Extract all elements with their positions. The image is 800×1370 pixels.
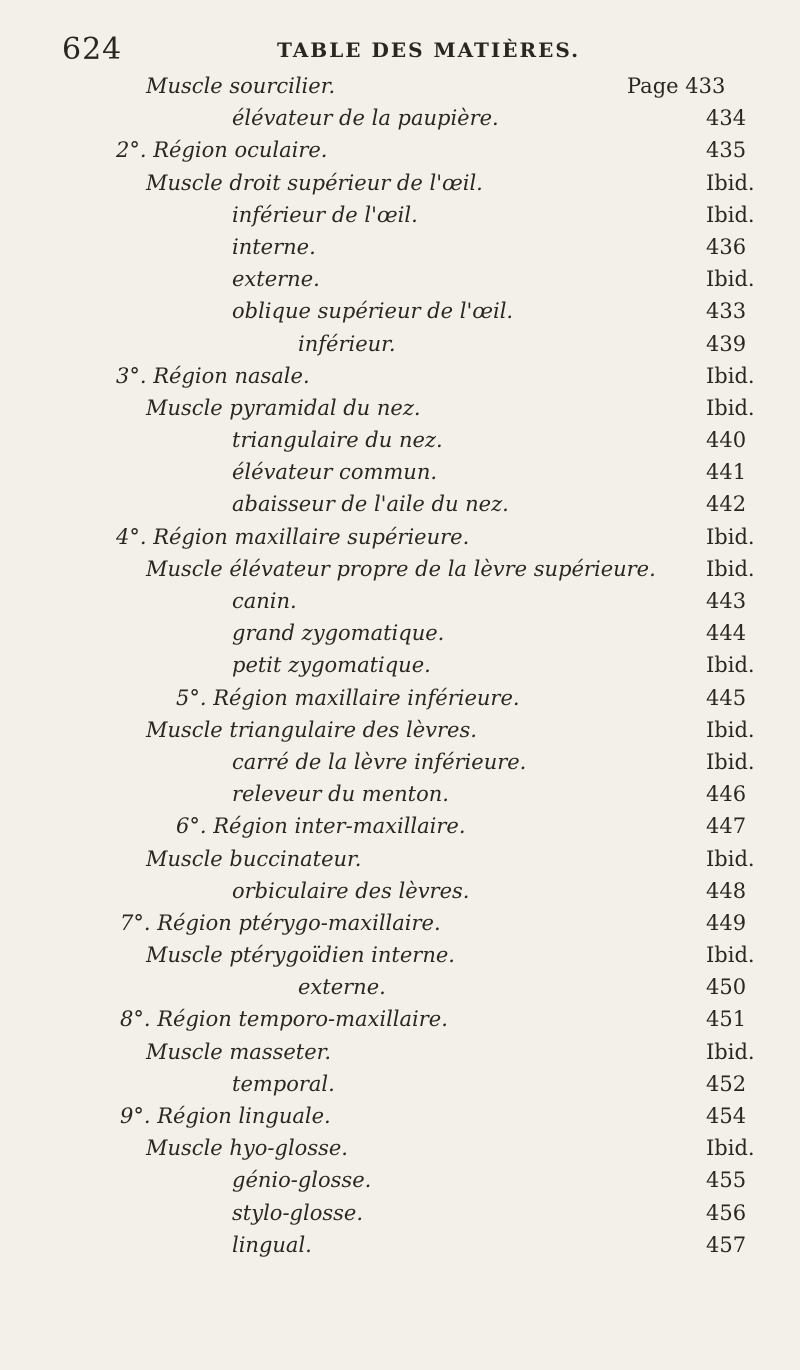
toc-entry: Muscle buccinateur. [146,846,362,871]
toc-page: 441 [706,460,747,485]
toc-entry: grand zygomatique. [232,621,445,646]
toc-row [0,134,800,166]
toc-page: Ibid. [706,267,755,292]
toc-entry: 7°. Région ptérygo-maxillaire. [120,910,441,935]
toc-entry: Muscle élévateur propre de la lèvre supérieure. [146,556,656,581]
toc-page: Ibid. [706,170,755,195]
toc-page: 433 [706,299,747,324]
toc-page: 435 [706,138,747,163]
toc-page: Ibid. [706,717,755,742]
toc-page: 436 [706,234,747,259]
toc-row [0,1197,800,1229]
toc-page: 446 [706,782,747,807]
toc-row [0,585,800,617]
toc-row [0,231,800,263]
toc-row [0,1100,800,1132]
toc-entry: 3°. Région nasale. [116,363,310,388]
toc-entry: 8°. Région temporo-maxillaire. [120,1007,448,1032]
toc-row [0,971,800,1003]
toc-page: 434 [706,106,747,131]
toc-entry: lingual. [232,1232,312,1257]
toc-entry: 2°. Région oculaire. [116,138,328,163]
toc-row [0,167,800,199]
toc-row [0,521,800,553]
toc-page: 450 [706,975,747,1000]
toc-page: Ibid. [706,1136,755,1161]
toc-page: 447 [706,814,747,839]
toc-row [0,1036,800,1068]
toc-row [0,392,800,424]
page-header [62,32,762,72]
toc-row [0,328,800,360]
toc-entry: abaisseur de l'aile du nez. [232,492,509,517]
toc-row [0,424,800,456]
toc-entry: 9°. Région linguale. [120,1104,331,1128]
toc-entry: inférieur de l'œil. [232,202,418,227]
toc-entry: releveur du menton. [232,782,449,807]
toc-entry: Muscle triangulaire des lèvres. [146,717,477,742]
toc-entry: 5°. Région maxillaire inférieure. [176,685,520,710]
toc-entry: 6°. Région inter-maxillaire. [176,814,466,839]
toc-row [0,1229,800,1261]
toc-page: 451 [706,1007,747,1032]
page-number: 624 [62,32,123,67]
toc-entry: stylo-glosse. [232,1200,363,1225]
toc-entry: externe. [232,267,320,292]
toc-entry: Muscle ptérygoïdien interne. [146,943,455,968]
toc-page: Ibid. [706,943,755,968]
table-of-contents [0,70,800,1261]
toc-entry: orbiculaire des lèvres. [232,878,470,903]
toc-page: 454 [706,1104,747,1128]
toc-entry: temporal. [232,1071,335,1096]
toc-page: 443 [706,589,747,613]
toc-row [0,746,800,778]
toc-page: 457 [706,1232,747,1257]
toc-page: Page 433 [627,74,726,98]
toc-row [0,939,800,971]
toc-entry: élévateur commun. [232,460,438,485]
toc-page: Ibid. [706,749,755,774]
toc-page: 452 [706,1071,747,1096]
toc-page: Ibid. [706,846,755,871]
toc-row [0,102,800,134]
toc-page: Ibid. [706,363,755,388]
toc-entry: externe. [298,975,386,1000]
toc-entry: Muscle droit supérieur de l'œil. [146,170,483,195]
toc-row [0,1068,800,1100]
toc-entry: Muscle hyo-glosse. [146,1136,348,1161]
toc-entry: Muscle pyramidal du nez. [146,395,421,420]
toc-row [0,263,800,295]
toc-entry: interne. [232,234,316,259]
toc-row [0,617,800,649]
toc-row [0,488,800,520]
toc-page: 442 [706,492,747,517]
toc-page: 439 [706,331,747,356]
toc-page: 445 [706,685,747,710]
toc-page: 456 [706,1200,747,1225]
toc-entry: Muscle masseter. [146,1039,332,1064]
toc-entry: triangulaire du nez. [232,428,443,453]
toc-row [0,810,800,842]
toc-row [0,714,800,746]
toc-page: 448 [706,878,747,903]
toc-page: Ibid. [706,395,755,420]
toc-page: 449 [706,910,747,935]
toc-row [0,199,800,231]
toc-entry: oblique supérieur de l'œil. [232,299,514,324]
toc-page: Ibid. [706,653,755,678]
toc-row [0,682,800,714]
toc-page: Ibid. [706,524,755,549]
toc-entry: inférieur. [298,331,396,356]
toc-entry: petit zygomatique. [232,653,431,678]
toc-page: Ibid. [706,556,755,581]
toc-page: 455 [706,1168,747,1193]
toc-row [0,649,800,681]
toc-entry: 4°. Région maxillaire supérieure. [116,524,470,549]
toc-page: 440 [706,428,747,453]
toc-entry: carré de la lèvre inférieure. [232,749,527,774]
toc-row [0,295,800,327]
toc-row [0,907,800,939]
toc-row [0,1003,800,1035]
toc-row [0,843,800,875]
toc-row [0,1132,800,1164]
toc-row [0,70,800,102]
toc-row [0,875,800,907]
toc-entry: canin. [232,589,297,613]
toc-row [0,1164,800,1196]
toc-entry: élévateur de la paupière. [232,106,499,131]
toc-entry: génio-glosse. [232,1168,372,1193]
toc-row [0,360,800,392]
toc-entry: Muscle sourcilier. [146,74,336,98]
toc-row [0,456,800,488]
toc-row [0,778,800,810]
toc-page: Ibid. [706,1039,755,1064]
toc-page: 444 [706,621,747,646]
running-title: TABLE DES MATIÈRES. [277,38,581,62]
toc-row [0,553,800,585]
toc-page: Ibid. [706,202,755,227]
